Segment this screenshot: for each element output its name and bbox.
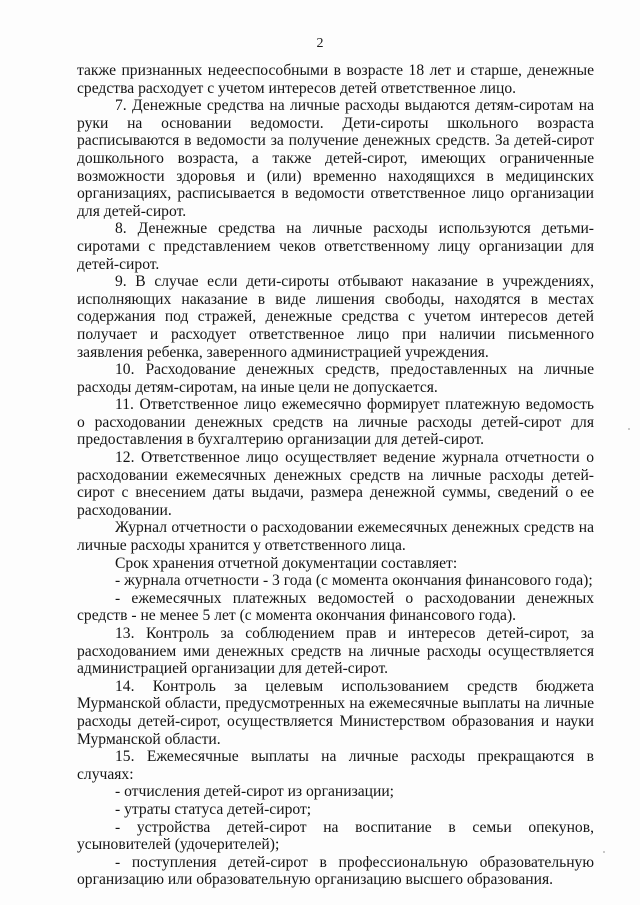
paragraph-storage-term: Срок хранения отчетной документации составляет: xyxy=(115,554,458,572)
list-item-expulsion: - отчисления детей-сирот из организации; xyxy=(115,783,395,801)
paragraph-intro: также признанных недееспособными в возрасте 18 лет и старше, денежные средства расходует с учетом интересов детей ответственное лицо. xyxy=(77,62,594,97)
scan-speck xyxy=(628,428,630,430)
paragraph-7: 7. Денежные средства на личные расходы выдаются детям-сиротам на руки на основании ведомости. Дети-сироты школьного возраста расписываются в ведомости за получение денежных средств. За детей-сирот дошкольного возраста, а также детей-сирот, имеющих ограниченные возможности здоровья и (или) временно находящихся в медицинских организациях, расписывается в ведомости ответственное лицо организации для детей-сирот. xyxy=(77,97,594,220)
list-item-education-admission: - поступления детей-сирот в профессиональную образовательную организацию или образовательную организацию высшего образования. xyxy=(77,853,594,889)
paragraph-15: 15. Ежемесячные выплаты на личные расходы прекращаются в случаях: xyxy=(77,748,594,783)
paragraph-9: 9. В случае если дети-сироты отбывают наказание в учреждениях, исполняющих наказание в виде лишения свободы, находятся в местах содержания под стражей, денежные средства с учетом интересов детей получает и расходует ответственное лицо при наличии письменного заявления ребенка, заверенного администрацией учреждения. xyxy=(77,273,594,361)
list-item-status-loss: - утраты статуса детей-сирот; xyxy=(115,800,312,818)
list-item-foster-placement: - устройства детей-сирот на воспитание в семьи опекунов, усыновителей (удочерителей); xyxy=(77,818,594,854)
paragraph-10: 10. Расходование денежных средств, предоставленных на личные расходы детям-сиротам, на иные цели не допускается. xyxy=(77,361,594,396)
list-item-journal: - журнала отчетности - 3 года (с момента окончания финансового года); xyxy=(115,572,593,590)
paragraph-14: 14. Контроль за целевым использованием средств бюджета Мурманской области, предусмотренных на ежемесячные выплаты на личные расходы детей-сирот, осуществляется Министерством образования и науки Мурманской области. xyxy=(77,677,594,748)
paragraph-12: 12. Ответственное лицо осуществляет ведение журнала отчетности о расходовании ежемесячных денежных средств на личные расходы детей-сирот с внесением даты выдачи, размера денежной суммы, сведений о ее расходовании. xyxy=(77,449,594,519)
paragraph-8: 8. Денежные средства на личные расходы используются детьми-сиротами с представлением чеков ответственному лицу организации для детей-сирот. xyxy=(77,220,594,273)
paragraph-11: 11. Ответственное лицо ежемесячно формирует платежную ведомость о расходовании денежных средств на личные расходы детей-сирот для предоставления в бухгалтерию организации для детей-сирот. xyxy=(77,396,594,449)
scan-speck xyxy=(603,851,605,853)
paragraph-journal: Журнал отчетности о расходовании ежемесячных денежных средств на личные расходы хранится у ответственного лица. xyxy=(77,519,594,555)
list-item-statements: - ежемесячных платежных ведомостей о расходовании денежных средств - не менее 5 лет (с момента окончания финансового года). xyxy=(77,589,594,625)
page-number: 2 xyxy=(316,36,324,51)
document-body xyxy=(77,62,594,889)
paragraph-13: 13. Контроль за соблюдением прав и интересов детей-сирот, за расходованием ими денежных средств на личные расходы осуществляется администрацией организации для детей-сирот. xyxy=(77,625,594,678)
